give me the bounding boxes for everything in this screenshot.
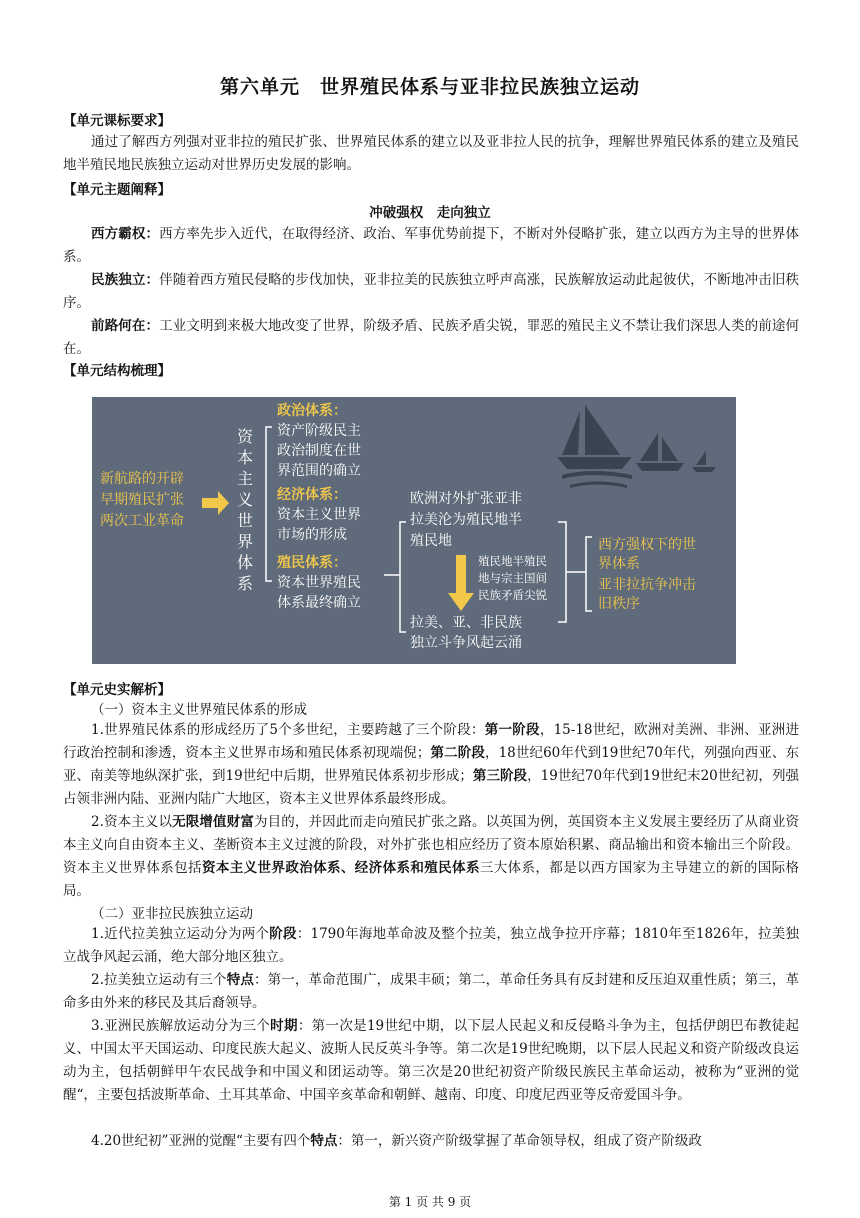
politics-line: 政治制度在世 (277, 443, 361, 459)
contradiction-line: 殖民地半殖民 (478, 554, 547, 568)
bracket-right (558, 522, 566, 622)
cause-line: 两次工业革命 (100, 513, 184, 529)
emphasis-text: 时期 (270, 1018, 298, 1034)
analysis-paragraph-4 (63, 969, 799, 1015)
politics-line: 资产阶级民主 (277, 423, 361, 439)
theme-label: 民族独立： (91, 272, 160, 288)
economy-line: 资本主义世界 (277, 507, 361, 523)
right-arrow-icon (202, 491, 229, 515)
struggle-line: 独立斗争风起云涌 (410, 635, 522, 651)
subheading-colonial-system: （一）资本主义世界殖民体系的形成 (91, 702, 307, 718)
emphasis-text: 第二阶段 (430, 745, 485, 761)
politics-title: 政治体系： (277, 403, 347, 419)
result-line: 亚非拉抗争冲击 (598, 577, 696, 593)
contradiction-line: 民族矛盾尖锐 (478, 588, 547, 602)
emphasis-text: 特点 (310, 1133, 338, 1149)
requirements-text: 通过了解西方列强对亚非拉的殖民扩张、世界殖民体系的建立以及亚非拉人民的抗争，理解世界殖民体系的建立及殖民地半殖民地民族独立运动对世界历史发展的影响。 (63, 134, 799, 173)
economy-title: 经济体系： (277, 487, 347, 503)
paragraph-text: 4.20世纪初”亚洲的觉醒“主要有四个 (91, 1133, 311, 1149)
bracket-middle (400, 522, 406, 632)
heading-requirements: 【单元课标要求】 (63, 113, 171, 129)
expansion-line: 殖民地 (410, 533, 452, 549)
page-footer: 第 1 页 共 9 页 (388, 1195, 472, 1209)
emphasis-text: 阶段 (269, 926, 297, 942)
contradiction-line: 地与宗主国间 (478, 571, 547, 585)
result-line: 界体系 (598, 556, 640, 572)
structure-diagram (92, 397, 736, 664)
cause-line: 新航路的开辟 (100, 471, 184, 487)
heading-analysis: 【单元史实解析】 (63, 682, 171, 698)
paragraph-text: ：第一，新兴资产阶级掌握了革命领导权，组成了资产阶级政 (337, 1133, 702, 1149)
vertical-label-char: 界 (237, 532, 254, 551)
vertical-label-char: 系 (237, 574, 254, 593)
expansion-line: 拉美沦为殖民地半 (410, 512, 522, 528)
paragraph-text: ：1790年海地革命波及整个拉美，独立战争拉开序幕；1810年至1826年，拉美独立战争风起云涌，绝大部分地区独立。 (63, 926, 799, 965)
analysis-paragraph-1 (63, 719, 799, 811)
result-line: 旧秩序 (598, 596, 640, 612)
vertical-label-char: 本 (237, 448, 254, 467)
vertical-label-char: 体 (237, 553, 254, 572)
colonial-line: 体系最终确立 (277, 595, 361, 611)
paragraph-text: 为目的，并因此而走向殖民扩张之路。以英国为例，英国资本主义发展主要经历了从商业资本主义向自由资本主义、垄断资本主义过渡的阶段，对外扩张也相应经历了资本原始积累、商品输出和资本输出三个阶段。资本主义世界体系包括 (63, 814, 800, 876)
paragraph-text: ，18世纪60年代到19世纪70年代，列强向西亚、东亚、南美等地纵深扩张，到19世纪中后期，世界殖民体系初步形成； (63, 745, 800, 784)
down-arrow-icon (448, 593, 474, 611)
colonial-title: 殖民体系： (277, 555, 347, 571)
theme-label: 西方霸权： (91, 226, 160, 242)
expansion-line: 欧洲对外扩张亚非 (410, 491, 522, 507)
theme-text: 工业文明到来极大地改变了世界，阶级矛盾、民族矛盾尖锐，罪恶的殖民主义不禁让我们深思人类的前途何在。 (63, 318, 800, 357)
emphasis-text: 无限增值财富 (172, 814, 254, 830)
analysis-paragraph-3 (63, 923, 799, 969)
ship-icon (557, 405, 716, 488)
vertical-label-char: 主 (237, 469, 254, 488)
theme-text: 伴随着西方殖民侵略的步伐加快，亚非拉美的民族独立呼声高涨，民族解放运动此起彼伏，不断地冲击旧秩序。 (63, 272, 800, 311)
emphasis-text: 第一阶段 (484, 722, 540, 738)
bracket-result (586, 537, 592, 611)
subheading-independence: （二）亚非拉民族独立运动 (91, 906, 253, 922)
theme-item-independence (63, 269, 799, 315)
theme-item-hegemony (63, 223, 799, 269)
paragraph-text: 1.近代拉美独立运动分为两个 (91, 926, 270, 942)
bracket-left (266, 427, 272, 581)
emphasis-text: 资本主义世界政治体系、经济体系和殖民体系 (201, 860, 480, 876)
theme-title: 冲破强权 走向独立 (369, 205, 491, 221)
analysis-paragraph-2 (63, 811, 799, 903)
emphasis-text: 第三阶段 (472, 768, 528, 784)
paragraph-text: ，19世纪70年代到19世纪末20世纪初，列强占领非洲内陆、亚洲内陆广大地区，资本主义世界体系最终形成。 (63, 768, 800, 807)
cause-line: 早期殖民扩张 (100, 492, 184, 508)
heading-theme: 【单元主题阐释】 (63, 182, 171, 198)
vertical-label-char: 世 (237, 511, 254, 530)
emphasis-text: 特点 (226, 972, 254, 988)
structure-diagram-svg (92, 397, 736, 664)
theme-label: 前路何在： (91, 318, 160, 334)
paragraph-text: ：第一次是19世纪中期，以下层人民起义和反侵略斗争为主，包括伊朗巴布教徒起义、中国太平天国运动、印度民族大起义、波斯人民反英斗争等。第二次是19世纪晚期，以下层人民起义和资产阶级改良运动为主，包括朝鲜甲午农民战争和中国义和团运动等。第三次是20世纪初资产阶级民族民主革命运动，被称为“亚洲的觉醒“，主要包括波斯革命、土耳其革命、中国辛亥革命和朝鲜、越南、印度、印度尼西亚等反帝爱国斗争。 (63, 1018, 800, 1103)
theme-item-future (63, 315, 799, 361)
analysis-paragraph-5 (63, 1015, 799, 1107)
paragraph-text: 三大体系，都是以西方国家为主导建立的新的国际格局。 (63, 860, 800, 899)
heading-structure: 【单元结构梳理】 (63, 363, 171, 379)
analysis-paragraph-6 (63, 1130, 799, 1153)
page-title: 第六单元 世界殖民体系与亚非拉民族独立运动 (219, 76, 640, 98)
politics-line: 界范围的确立 (277, 463, 361, 479)
down-arrow-shaft (456, 555, 466, 595)
economy-line: 市场的形成 (277, 527, 347, 543)
vertical-label-char: 义 (237, 490, 254, 509)
paragraph-text: ，15-18世纪，欧洲对美洲、非洲、亚洲进行政治控制和渗透，资本主义世界市场和殖民体系初现端倪； (63, 722, 800, 761)
theme-text: 西方率先步入近代，在取得经济、政治、军事优势前提下，不断对外侵略扩张，建立以西方为主导的世界体系。 (63, 226, 800, 265)
paragraph-text: ：第一，革命范围广，成果丰硕；第二，革命任务具有反封建和反压迫双重性质；第三，革命多由外来的移民及其后裔领导。 (63, 972, 800, 1011)
vertical-label-char: 资 (237, 427, 254, 446)
result-line: 西方强权下的世 (598, 537, 696, 553)
paragraph-text: 2.资本主义以 (91, 814, 173, 830)
paragraph-text: 2.拉美独立运动有三个 (91, 972, 227, 988)
paragraph-text: 3.亚洲民族解放运动分为三个 (91, 1018, 271, 1034)
struggle-line: 拉美、亚、非民族 (410, 615, 522, 631)
paragraph-text: 1.世界殖民体系的形成经历了5个多世纪，主要跨越了三个阶段： (91, 722, 485, 738)
colonial-line: 资本世界殖民 (277, 575, 361, 591)
